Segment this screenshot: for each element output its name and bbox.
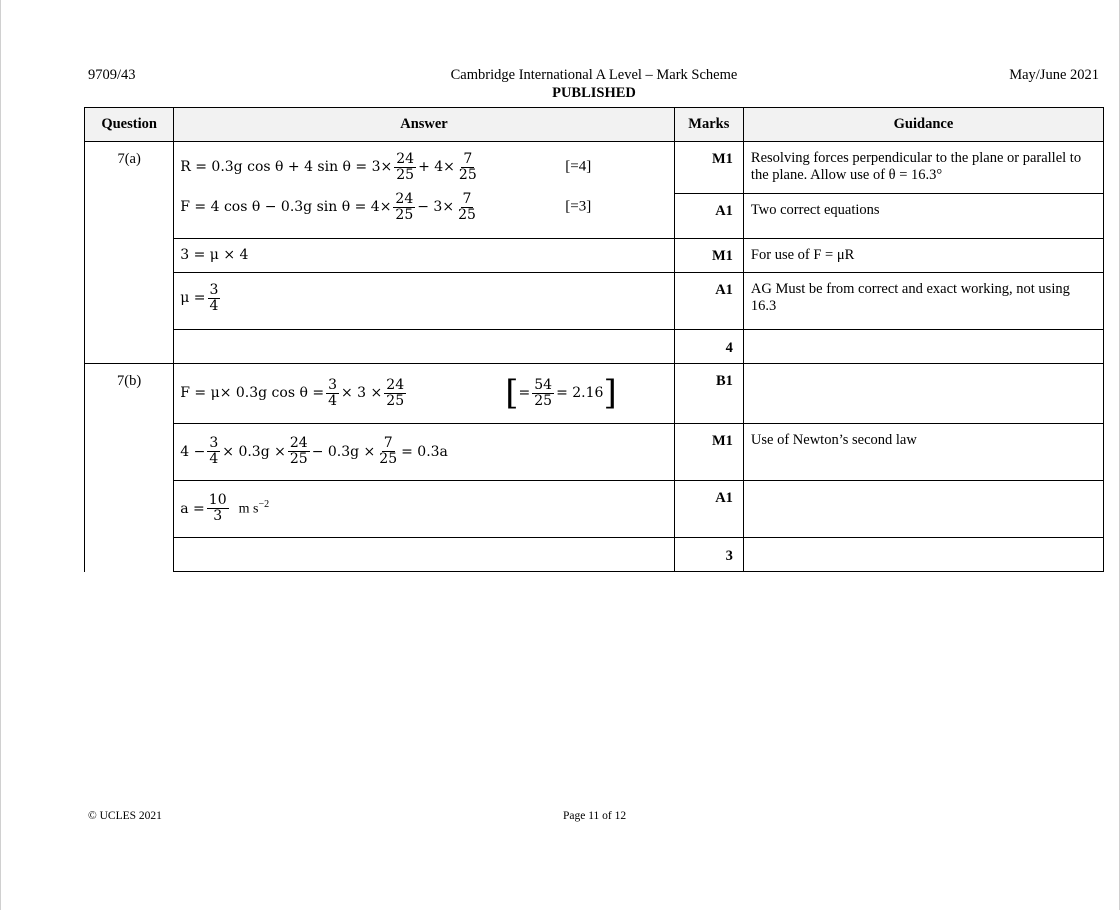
answer-cell [174, 273, 674, 330]
equation-F [180, 187, 667, 227]
denominator: 4 [328, 392, 337, 409]
fraction [207, 493, 229, 524]
published-label: PUBLISHED [552, 85, 636, 101]
denominator: 4 [209, 297, 219, 314]
eq-text: μ = [180, 290, 206, 306]
numerator: 24 [395, 190, 414, 207]
answer-cell [174, 424, 674, 481]
eq-text: − 3× [417, 199, 455, 215]
eq-text: F = 4 cos θ − 0.3g sin θ = 4× [180, 199, 392, 215]
header-marks: Marks [674, 108, 743, 142]
eq-text: R = 0.3g cos θ + 4 sin θ = 3× [180, 159, 393, 175]
table-row [85, 481, 1104, 538]
syllabus-code: 9709/43 [88, 67, 136, 83]
equation-mu [180, 273, 667, 323]
page-number: Page 11 of 12 [563, 810, 627, 822]
mark-cell: M1 [674, 239, 743, 273]
total-marks: 3 [674, 538, 743, 572]
eq-text: = 2.16 [556, 385, 604, 401]
fraction [456, 192, 478, 223]
numerator: 3 [209, 435, 219, 451]
guidance-cell [743, 364, 1103, 424]
copyright: © UCLES 2021 [88, 810, 162, 822]
denominator: 4 [209, 451, 219, 467]
title-text: Cambridge International A Level – Mark Scheme [450, 67, 738, 83]
eq-text: + 4× [418, 159, 455, 175]
answer-cell [174, 481, 674, 538]
fraction [377, 436, 399, 467]
total-marks: 4 [674, 330, 743, 364]
fraction [208, 283, 221, 314]
eq-text: − 0.3g × [311, 443, 376, 460]
equation-R [180, 147, 667, 187]
numerator: 3 [328, 376, 337, 393]
eq-text: = 0.3a [401, 443, 448, 460]
table-header-row [85, 108, 1104, 142]
mark-cell: B1 [674, 364, 743, 424]
header-answer: Answer [174, 108, 674, 142]
mark-cell: A1 [674, 273, 743, 330]
fraction [532, 378, 554, 409]
fraction [384, 378, 406, 409]
fraction [393, 192, 415, 223]
denominator: 25 [386, 392, 405, 409]
right-bracket: ] [603, 373, 617, 413]
question-label-7b: 7(b) [85, 364, 174, 572]
table-row [85, 424, 1104, 481]
bracketed-result [505, 373, 617, 413]
denominator: 25 [534, 392, 553, 409]
denominator: 25 [396, 166, 415, 183]
denominator: 25 [289, 451, 308, 467]
guidance-cell [743, 481, 1103, 538]
eq-text: = [518, 385, 531, 401]
question-label-7a: 7(a) [85, 142, 174, 364]
answer-cell [174, 364, 674, 424]
numerator: 7 [383, 435, 393, 451]
equation-acceleration [180, 481, 667, 536]
eq-text: × 3 × [341, 385, 383, 401]
guidance-cell: Use of Newton’s second law [743, 424, 1103, 481]
answer-cell-empty [174, 538, 674, 572]
result-tag: [=4] [565, 158, 592, 175]
table-row [85, 538, 1104, 572]
table-row [85, 273, 1104, 330]
numerator: 10 [208, 492, 227, 508]
denominator: 25 [458, 166, 477, 183]
numerator: 24 [386, 376, 405, 393]
fraction [326, 378, 339, 409]
fraction [394, 152, 416, 183]
fraction [207, 436, 220, 467]
unit-text [239, 499, 269, 518]
answer-cell [174, 142, 674, 239]
header-question: Question [85, 108, 174, 142]
fraction [457, 152, 479, 183]
unit-base: m s [238, 501, 259, 517]
denominator: 25 [379, 451, 398, 467]
unit-exponent: −2 [258, 499, 270, 511]
mark-cell: A1 [674, 481, 743, 538]
eq-text: × 0.3g × [222, 443, 286, 460]
exam-session: May/June 2021 [1009, 67, 1099, 83]
document-title [0, 67, 1120, 102]
guidance-cell: AG Must be from correct and exact working, not using 16.3 [743, 273, 1103, 330]
left-bracket: [ [505, 373, 519, 413]
fraction [288, 436, 310, 467]
equation-newton [180, 424, 667, 479]
table-row [85, 364, 1104, 424]
guidance-cell: Resolving forces perpendicular to the plane or parallel to the plane. Allow use of θ = 16.3° [743, 142, 1103, 194]
guidance-cell: For use of F = μR [743, 239, 1103, 273]
denominator: 25 [458, 206, 476, 223]
mark-cell: M1 [674, 424, 743, 481]
numerator: 3 [209, 281, 219, 298]
table-row [85, 142, 1104, 194]
table-row [85, 239, 1104, 273]
eq-text: F = μ× 0.3g cos θ = [180, 385, 325, 401]
eq-text: 4 − [180, 443, 206, 460]
eq-text: a = [180, 500, 205, 517]
mark-cell: M1 [674, 142, 743, 194]
answer-cell-empty [174, 330, 674, 364]
numerator: 24 [289, 435, 308, 451]
numerator: 54 [534, 376, 553, 393]
equation-friction [180, 364, 667, 422]
denominator: 3 [213, 508, 223, 524]
table-row [85, 330, 1104, 364]
result-tag: [=3] [565, 198, 592, 215]
answer-cell: 3 = μ × 4 [174, 239, 674, 273]
mark-scheme-table [84, 107, 1104, 572]
guidance-cell-empty [743, 330, 1103, 364]
page-left-edge [0, 0, 1, 910]
guidance-cell: Two correct equations [743, 194, 1103, 239]
numerator: 7 [462, 190, 472, 207]
header-guidance: Guidance [743, 108, 1103, 142]
guidance-cell-empty [743, 538, 1103, 572]
denominator: 25 [395, 206, 414, 223]
numerator: 24 [396, 150, 415, 167]
mark-cell: A1 [674, 194, 743, 239]
numerator: 7 [463, 150, 473, 167]
